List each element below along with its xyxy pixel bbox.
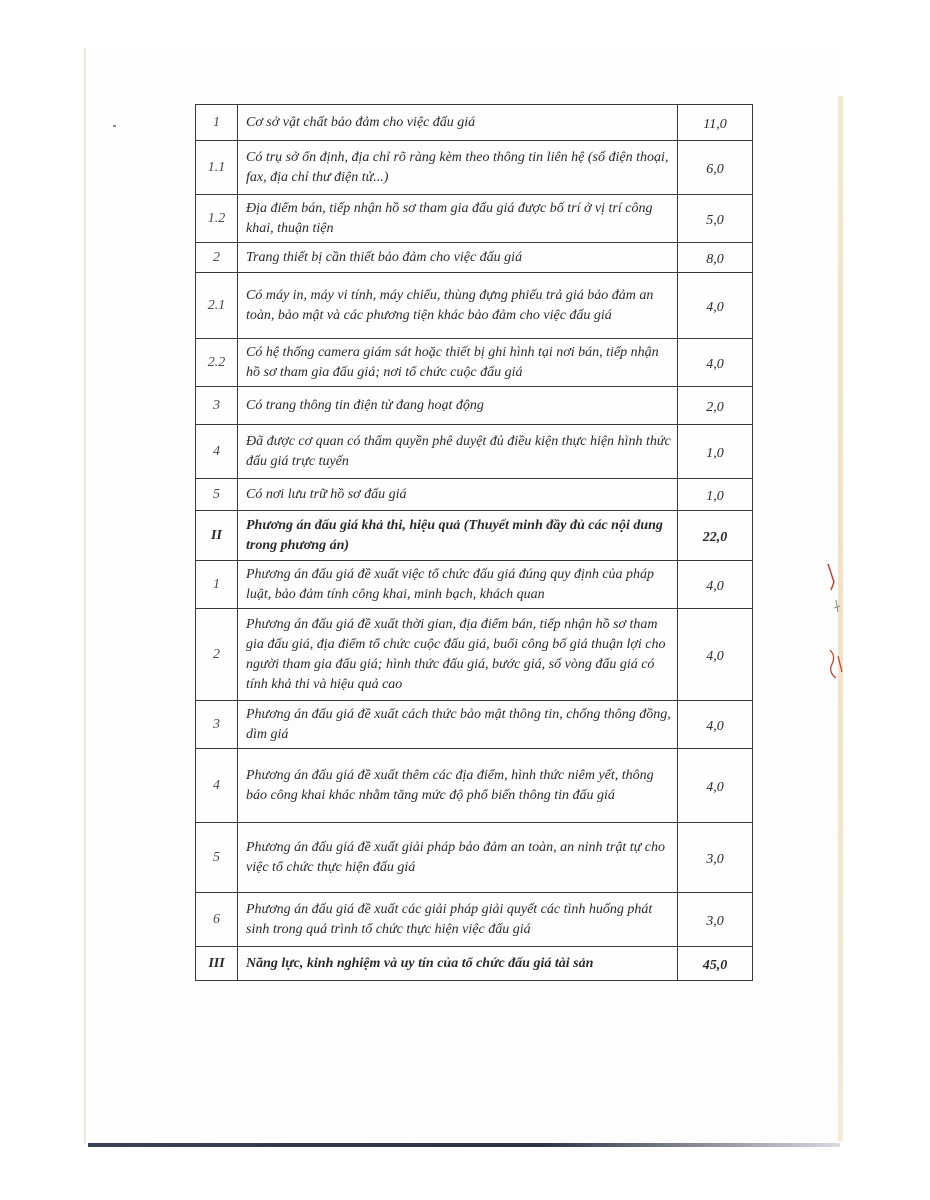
table-row — [196, 749, 753, 823]
row-number: 4 — [196, 425, 238, 479]
row-number: 5 — [196, 479, 238, 511]
criterion-score: 5,0 — [678, 195, 753, 243]
criterion-score: 4,0 — [678, 339, 753, 387]
table-row — [196, 387, 753, 425]
criterion-text: Phương án đấu giá khả thi, hiệu quả (Thuyết minh đầy đủ các nội dung trong phương án) — [238, 511, 678, 561]
row-number: 1.1 — [196, 141, 238, 195]
table-row — [196, 947, 753, 981]
row-number: II — [196, 511, 238, 561]
row-number: 1 — [196, 561, 238, 609]
row-number: 6 — [196, 893, 238, 947]
table-row — [196, 195, 753, 243]
criterion-text: Có trụ sở ổn định, địa chỉ rõ ràng kèm theo thông tin liên hệ (số điện thoại, fax, địa chỉ thư điện tử...) — [238, 141, 678, 195]
criterion-text: Đã được cơ quan có thẩm quyền phê duyệt đủ điều kiện thực hiện hình thức đấu giá trực tuyến — [238, 425, 678, 479]
row-number: III — [196, 947, 238, 981]
row-number: 3 — [196, 387, 238, 425]
criterion-text: Có trang thông tin điện tử đang hoạt động — [238, 387, 678, 425]
table-row — [196, 823, 753, 893]
criterion-score: 4,0 — [678, 609, 753, 701]
criterion-score: 22,0 — [678, 511, 753, 561]
criterion-text: Có nơi lưu trữ hồ sơ đấu giá — [238, 479, 678, 511]
row-number: 5 — [196, 823, 238, 893]
criterion-score: 2,0 — [678, 387, 753, 425]
table-row — [196, 893, 753, 947]
row-number: 1 — [196, 105, 238, 141]
criterion-score: 4,0 — [678, 701, 753, 749]
table-row — [196, 561, 753, 609]
criterion-text: Phương án đấu giá đề xuất thêm các địa điểm, hình thức niêm yết, thông báo công khai khác nhằm tăng mức độ phổ biến thông tin đấu giá — [238, 749, 678, 823]
scoring-criteria-table — [195, 104, 753, 981]
criterion-score: 3,0 — [678, 893, 753, 947]
table-row — [196, 243, 753, 273]
criterion-score: 45,0 — [678, 947, 753, 981]
row-number: 2.2 — [196, 339, 238, 387]
table-row — [196, 339, 753, 387]
table-row — [196, 141, 753, 195]
criterion-text: Phương án đấu giá đề xuất thời gian, địa điểm bán, tiếp nhận hồ sơ tham gia đấu giá, địa điểm tổ chức cuộc đấu giá, buổi công bố giá thuận lợi cho người tham gia đấu giá; hình thức đấu giá, bước giá, số vòng đấu giá có tính khả thi và hiệu quả cao — [238, 609, 678, 701]
criterion-score: 11,0 — [678, 105, 753, 141]
row-number: 2.1 — [196, 273, 238, 339]
criteria-table-body — [196, 105, 753, 981]
row-number: 1.2 — [196, 195, 238, 243]
criterion-text: Năng lực, kinh nghiệm và uy tín của tổ chức đấu giá tài sản — [238, 947, 678, 981]
criterion-text: Cơ sở vật chất bảo đảm cho việc đấu giá — [238, 105, 678, 141]
criterion-score: 1,0 — [678, 479, 753, 511]
row-number: 3 — [196, 701, 238, 749]
criterion-score: 4,0 — [678, 273, 753, 339]
table-row — [196, 701, 753, 749]
table-row — [196, 273, 753, 339]
criterion-score: 3,0 — [678, 823, 753, 893]
row-number: 4 — [196, 749, 238, 823]
criterion-text: Phương án đấu giá đề xuất việc tổ chức đấu giá đúng quy định của pháp luật, bảo đảm tính công khai, minh bạch, khách quan — [238, 561, 678, 609]
table-row — [196, 425, 753, 479]
criterion-score: 1,0 — [678, 425, 753, 479]
criterion-score: 6,0 — [678, 141, 753, 195]
criterion-text: Trang thiết bị cần thiết bảo đảm cho việc đấu giá — [238, 243, 678, 273]
margin-speck — [113, 125, 116, 127]
criterion-text: Phương án đấu giá đề xuất cách thức bảo mật thông tin, chống thông đồng, dìm giá — [238, 701, 678, 749]
criterion-text: Phương án đấu giá đề xuất giải pháp bảo đảm an toàn, an ninh trật tự cho việc tổ chức thực hiện đấu giá — [238, 823, 678, 893]
criterion-score: 4,0 — [678, 749, 753, 823]
row-number: 2 — [196, 243, 238, 273]
row-number: 2 — [196, 609, 238, 701]
criterion-score: 8,0 — [678, 243, 753, 273]
criterion-score: 4,0 — [678, 561, 753, 609]
criterion-text: Có hệ thống camera giám sát hoặc thiết bị ghi hình tại nơi bán, tiếp nhận hồ sơ tham gia đấu giá; nơi tổ chức cuộc đấu giá — [238, 339, 678, 387]
table-row — [196, 609, 753, 701]
handwritten-margin-mark — [822, 560, 852, 690]
table-row — [196, 479, 753, 511]
criterion-text: Địa điểm bán, tiếp nhận hồ sơ tham gia đấu giá được bố trí ở vị trí công khai, thuận tiện — [238, 195, 678, 243]
paper-bottom-edge — [88, 1143, 840, 1147]
criterion-text: Có máy in, máy vi tính, máy chiếu, thùng đựng phiếu trả giá bảo đảm an toàn, bảo mật và các phương tiện khác bảo đảm cho việc đấu giá — [238, 273, 678, 339]
table-row — [196, 105, 753, 141]
table-row — [196, 511, 753, 561]
criterion-text: Phương án đấu giá đề xuất các giải pháp giải quyết các tình huống phát sinh trong quá trình tổ chức thực hiện việc đấu giá — [238, 893, 678, 947]
